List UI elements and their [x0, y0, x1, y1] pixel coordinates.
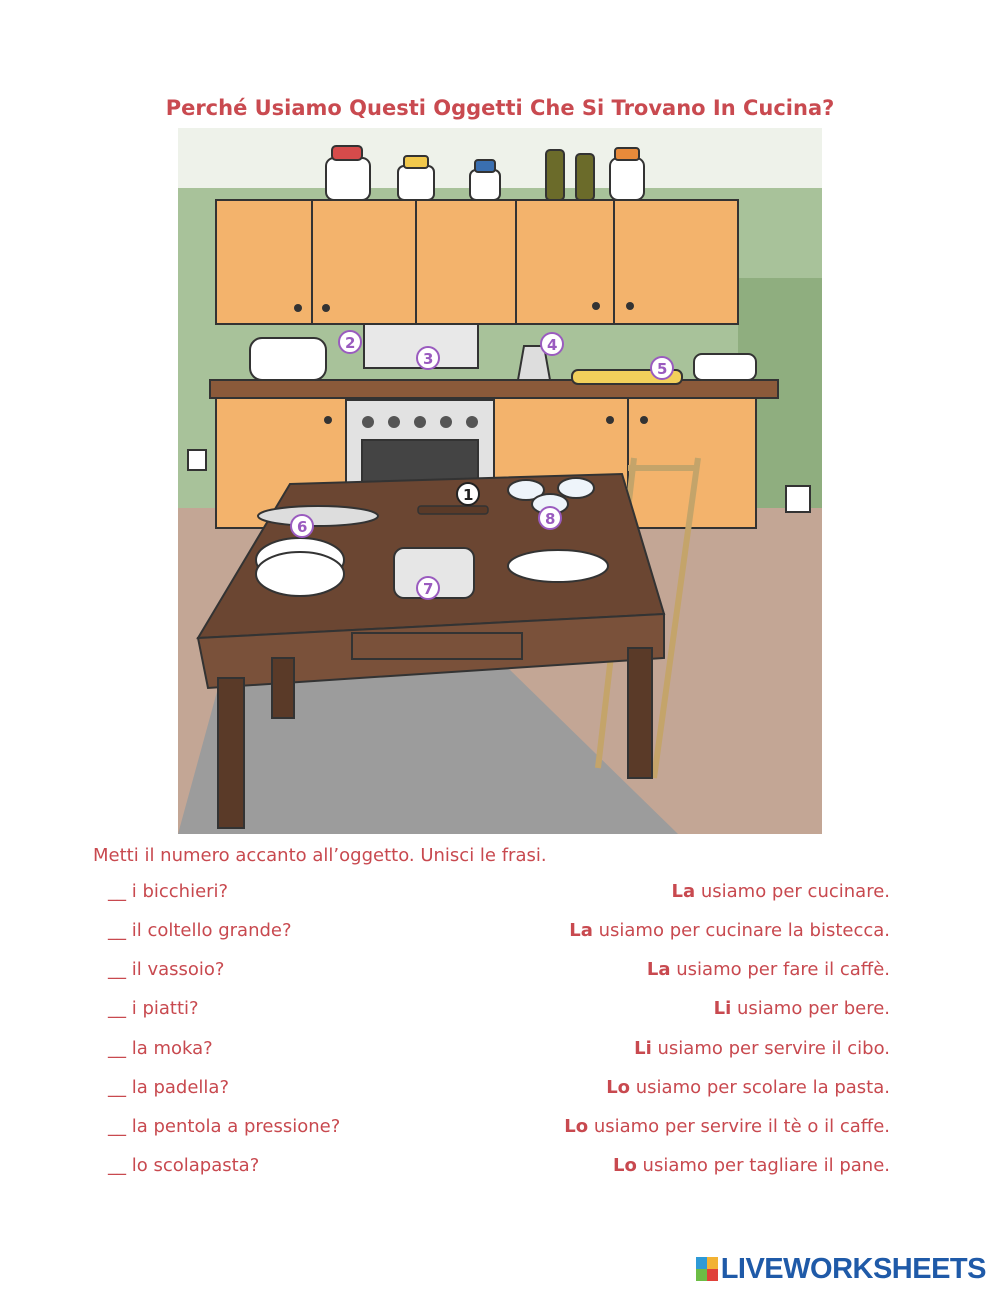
item-prompt[interactable]: __ la pentola a pressione? [108, 1116, 341, 1137]
item-answer[interactable]: Lo usiamo per servire il tè o il caffe. [564, 1116, 890, 1137]
badge-label-6: 6 [297, 518, 308, 536]
match-row [108, 959, 890, 989]
item-answer[interactable]: La usiamo per cucinare la bistecca. [569, 920, 890, 941]
badge-label-5: 5 [657, 360, 668, 378]
item-answer[interactable]: Lo usiamo per scolare la pasta. [606, 1077, 890, 1098]
badge-label-3: 3 [423, 350, 434, 368]
match-row [108, 920, 890, 950]
kitchen-scene [178, 128, 822, 834]
item-prompt[interactable]: __ i bicchieri? [108, 881, 229, 902]
item-answer[interactable]: Li usiamo per servire il cibo. [634, 1038, 890, 1059]
badge-label-1: 1 [463, 486, 474, 504]
upper-cabinets [216, 200, 738, 324]
item-answer[interactable]: La usiamo per fare il caffè. [646, 959, 890, 980]
instruction-text: Metti il numero accanto all’oggetto. Unisci le frasi. [93, 845, 547, 866]
liveworksheets-brand [696, 1252, 986, 1286]
item-answer[interactable]: Li usiamo per bere. [713, 998, 890, 1019]
item-prompt[interactable]: __ lo scolapasta? [108, 1155, 260, 1176]
item-prompt[interactable]: __ il coltello grande? [108, 920, 292, 941]
match-row [108, 1116, 890, 1146]
item-prompt[interactable]: __ il vassoio? [108, 959, 225, 980]
kitchen-illustration [178, 128, 822, 834]
page-title: Perché Usiamo Questi Oggetti Che Si Trovano In Cucina? [165, 96, 835, 120]
badge-label-4: 4 [547, 336, 558, 354]
match-row [108, 881, 890, 911]
match-row [108, 1038, 890, 1068]
item-prompt[interactable]: __ la moka? [108, 1038, 213, 1059]
liveworksheets-logo-icon [696, 1257, 718, 1281]
match-row [108, 1077, 890, 1107]
item-prompt[interactable]: __ la padella? [108, 1077, 230, 1098]
item-answer[interactable]: Lo usiamo per tagliare il pane. [612, 1155, 890, 1176]
item-prompt[interactable]: __ i piatti? [108, 998, 199, 1019]
badge-label-8: 8 [545, 510, 556, 528]
item-answer[interactable]: La usiamo per cucinare. [671, 881, 890, 902]
badge-label-7: 7 [423, 580, 434, 598]
match-row [108, 1155, 890, 1185]
badge-label-2: 2 [345, 334, 356, 352]
match-row [108, 998, 890, 1028]
brand-name: LIVEWORKSHEETS [720, 1252, 986, 1285]
